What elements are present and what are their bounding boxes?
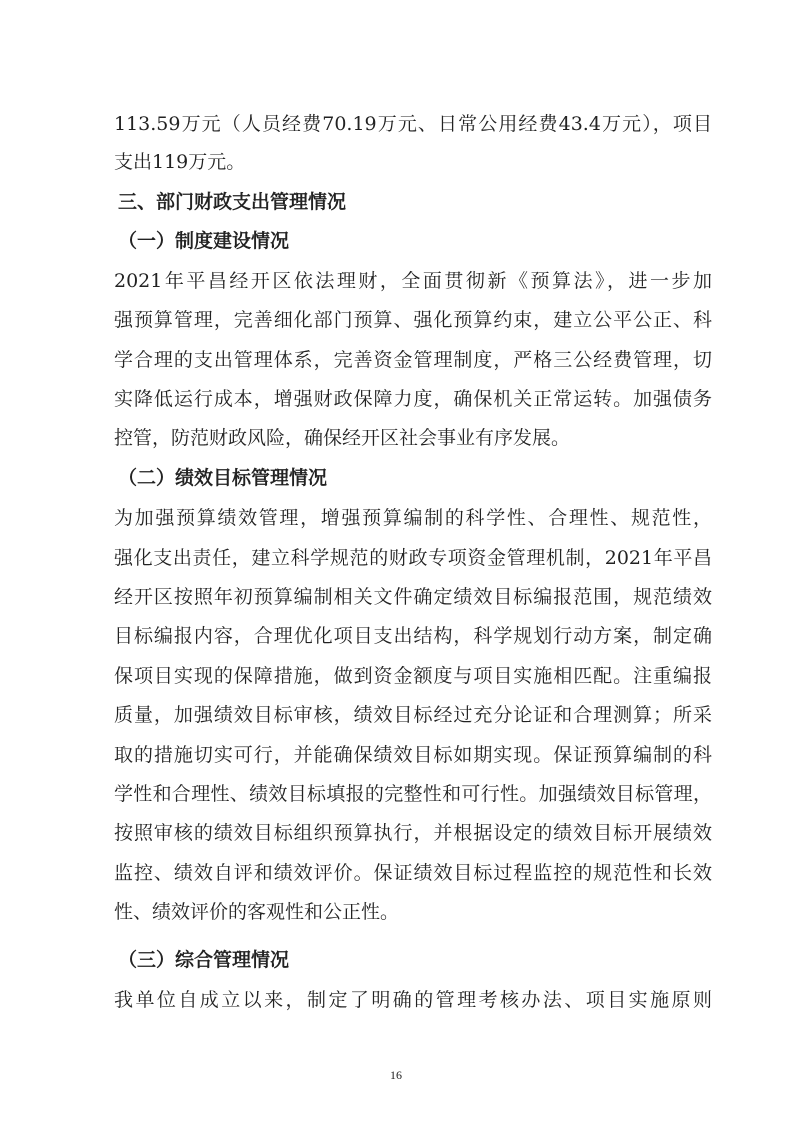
page-number: 16: [390, 1068, 402, 1082]
paragraph-line: 保项目实现的保障措施，做到资金额度与项目实施相匹配。注重编报: [114, 665, 712, 687]
paragraph-line: 性、绩效评价的客观性和公正性。: [114, 901, 400, 923]
paragraph-line: 学合理的支出管理体系，完善资金管理制度，严格三公经费管理，切: [114, 349, 712, 371]
paragraph-line: 2021年平昌经开区依法理财，全面贯彻新《预算法》，进一步加: [114, 270, 712, 292]
section-heading: 三、部门财政支出管理情况: [118, 191, 347, 213]
paragraph-line: 监控、绩效自评和绩效评价。保证绩效目标过程监控的规范性和长效: [114, 862, 712, 884]
paragraph-line: 学性和合理性、绩效目标填报的完整性和可行性。加强绩效目标管理，: [114, 783, 712, 805]
paragraph-line: 为加强预算绩效管理，增强预算编制的科学性、合理性、规范性，: [114, 507, 712, 529]
paragraph-line: 目标编报内容，合理优化项目支出结构，科学规划行动方案，制定确: [114, 625, 712, 647]
paragraph-line: 实降低运行成本，增强财政保障力度，确保机关正常运转。加强债务: [114, 388, 712, 410]
subsection-heading: （三）综合管理情况: [118, 949, 290, 971]
paragraph-line: 经开区按照年初预算编制相关文件确定绩效目标编报范围，规范绩效: [114, 586, 712, 608]
paragraph-line: 取的措施切实可行，并能确保绩效目标如期实现。保证预算编制的科: [114, 744, 712, 766]
paragraph-line: 按照审核的绩效目标组织预算执行，并根据设定的绩效目标开展绩效: [114, 822, 712, 844]
paragraph-line: 质量，加强绩效目标审核，绩效目标经过充分论证和合理测算；所采: [114, 704, 712, 726]
paragraph-line: 我单位自成立以来，制定了明确的管理考核办法、项目实施原则: [114, 989, 712, 1011]
paragraph-line: 控管，防范财政风险，确保经开区社会事业有序发展。: [114, 427, 571, 449]
paragraph-line: 强预算管理，完善细化部门预算、强化预算约束，建立公平公正、科: [114, 309, 712, 331]
paragraph-line: 支出119万元。: [114, 151, 246, 173]
subsection-heading: （二）绩效目标管理情况: [118, 467, 328, 489]
paragraph-line: 强化支出责任，建立科学规范的财政专项资金管理机制，2021年平昌: [114, 547, 712, 569]
paragraph-line: 113.59万元（人员经费70.19万元、日常公用经费43.4万元），项目: [114, 113, 712, 135]
subsection-heading: （一）制度建设情况: [118, 230, 290, 252]
